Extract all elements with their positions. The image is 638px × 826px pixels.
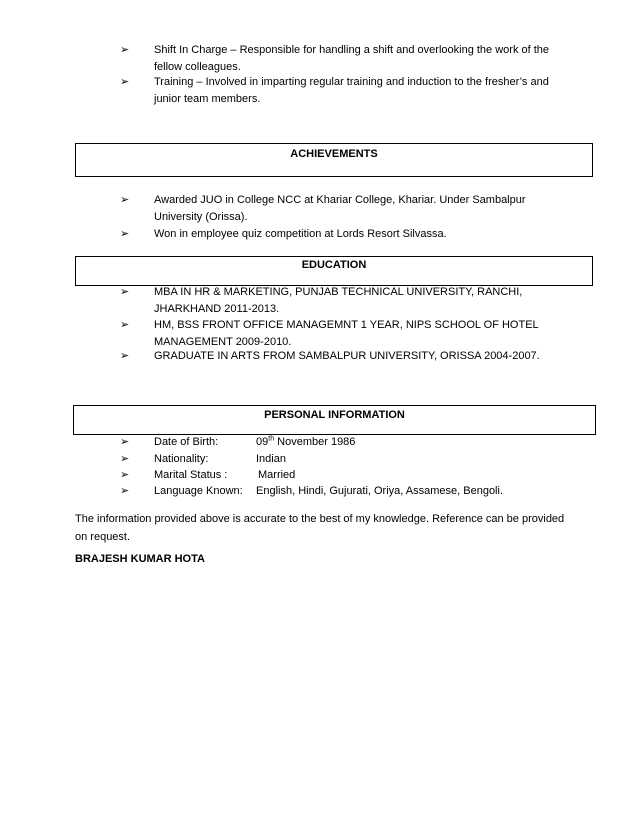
list-item [120,74,570,108]
arrow-bullet-icon: ➢ [120,194,130,206]
list-item [120,348,580,365]
arrow-bullet-icon: ➢ [120,453,130,465]
info-row-marital [120,467,520,483]
info-row-nationality [120,451,520,467]
education-text: GRADUATE IN ARTS FROM SAMBALPUR UNIVERSITY, ORISSA 2004-2007. [154,350,540,362]
personal-info-section-header [73,405,596,435]
education-section-header [75,256,593,286]
language-value: English, Hindi, Gujurati, Oriya, Assamese, Bengoli. [256,485,504,497]
achievements-title: ACHIEVEMENTS [290,148,378,160]
responsibility-text: Training – Involved in imparting regular training and induction to the fresher’s and junior team members. [154,76,549,105]
dob-label: Date of Birth: [154,436,219,448]
arrow-bullet-icon: ➢ [120,436,130,448]
arrow-bullet-icon: ➢ [120,44,130,56]
list-item [120,42,570,76]
arrow-bullet-icon: ➢ [120,485,130,497]
achievement-text: Awarded JUO in College NCC at Khariar College, Khariar. Under Sambalpur University (Orissa). [154,194,526,223]
nationality-label: Nationality: [154,453,209,465]
education-text: HM, BSS FRONT OFFICE MANAGEMNT 1 YEAR, NIPS SCHOOL OF HOTEL MANAGEMENT 2009-2010. [154,319,539,348]
list-item [120,226,570,243]
list-item [120,284,570,318]
arrow-bullet-icon: ➢ [120,286,130,298]
arrow-bullet-icon: ➢ [120,469,130,481]
arrow-bullet-icon: ➢ [120,319,130,331]
arrow-bullet-icon: ➢ [120,76,130,88]
declaration-text: The information provided above is accurate to the best of my knowledge. Reference can be provided on request. [75,513,565,543]
dob-suffix: th [268,435,275,443]
info-row-dob [120,434,520,450]
list-item [120,192,570,226]
education-text: MBA IN HR & MARKETING, PUNJAB TECHNICAL UNIVERSITY, RANCHI, JHARKHAND 2011-2013. [154,286,523,315]
nationality-value: Indian [256,453,286,465]
list-item [120,317,580,351]
info-row-language [120,483,540,499]
achievement-text: Won in employee quiz competition at Lords Resort Silvassa. [154,228,447,240]
arrow-bullet-icon: ➢ [120,350,130,362]
signature-name: BRAJESH KUMAR HOTA [75,553,205,565]
personal-info-title: PERSONAL INFORMATION [264,409,405,421]
education-title: EDUCATION [301,259,367,271]
dob-value [256,434,355,450]
dob-rest: November 1986 [274,436,356,448]
dob-day: 09 [256,436,269,448]
marital-value: Married [258,469,296,481]
language-label: Language Known: [154,485,243,497]
responsibility-text: Shift In Charge – Responsible for handling a shift and overlooking the work of the fellow colleagues. [154,44,550,73]
marital-label: Marital Status : [154,469,228,481]
achievements-section-header [75,143,593,177]
arrow-bullet-icon: ➢ [120,228,130,240]
